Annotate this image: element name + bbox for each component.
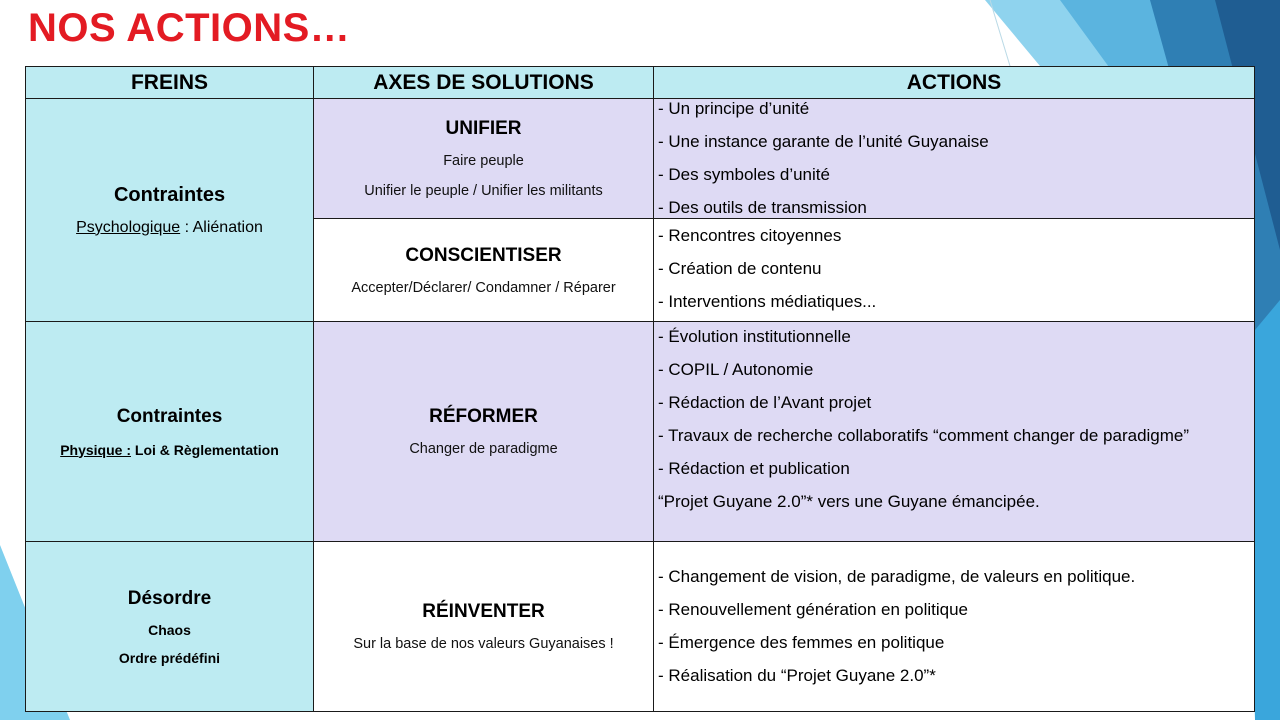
frein-line: Chaos bbox=[148, 621, 191, 638]
axe-title: RÉINVENTER bbox=[422, 601, 545, 622]
action-item: - Des outils de transmission bbox=[658, 198, 867, 217]
frein-subtitle bbox=[32, 219, 307, 237]
action-item: “Projet Guyane 2.0”* vers une Guyane émancipée. bbox=[658, 492, 1040, 511]
action-item: - Renouvellement génération en politique bbox=[658, 600, 968, 619]
axe-cell-reinventer bbox=[314, 542, 654, 712]
frein-title: Désordre bbox=[127, 587, 212, 609]
frein-subtitle-underlined: Psychologique bbox=[76, 218, 181, 236]
frein-subtitle bbox=[32, 442, 307, 458]
actions-cell-reformer bbox=[654, 322, 1255, 542]
action-item: - Rencontres citoyennes bbox=[658, 226, 842, 245]
header-axes-de-solutions: AXES DE SOLUTIONS bbox=[314, 67, 654, 99]
action-item: - Changement de vision, de paradigme, de valeurs en politique. bbox=[658, 567, 1136, 586]
actions-cell-unifier bbox=[654, 99, 1255, 219]
action-item: - COPIL / Autonomie bbox=[658, 360, 814, 379]
action-item: - Création de contenu bbox=[658, 259, 822, 278]
frein-subtitle-rest: Loi & Règlementation bbox=[131, 441, 279, 458]
action-item: - Réalisation du “Projet Guyane 2.0”* bbox=[658, 666, 936, 685]
axe-subtitle: Faire peuple bbox=[443, 153, 524, 169]
frein-title: Contraintes bbox=[113, 183, 226, 206]
axe-title: CONSCIENTISER bbox=[405, 244, 562, 266]
action-item: - Émergence des femmes en politique bbox=[658, 633, 945, 652]
table-row bbox=[26, 542, 1255, 712]
axe-title: RÉFORMER bbox=[429, 406, 538, 427]
actions-cell-conscientiser bbox=[654, 219, 1255, 322]
axe-subtitle: Changer de paradigme bbox=[409, 441, 558, 457]
frein-line: Ordre prédéfini bbox=[118, 649, 221, 666]
action-item: - Interventions médiatiques... bbox=[658, 292, 877, 311]
axe-cell-reformer bbox=[314, 322, 654, 542]
frein-subtitle-rest: : Aliénation bbox=[180, 218, 263, 236]
axe-title: UNIFIER bbox=[445, 118, 522, 139]
header-actions: ACTIONS bbox=[654, 67, 1255, 99]
action-item: - Rédaction et publication bbox=[658, 459, 850, 478]
action-item: - Des symboles d’unité bbox=[658, 165, 830, 184]
actions-cell-reinventer bbox=[654, 542, 1255, 712]
action-item: - Une instance garante de l’unité Guyanaise bbox=[658, 132, 989, 151]
axe-subtitle: Sur la base de nos valeurs Guyanaises ! bbox=[353, 636, 614, 652]
frein-cell-physique bbox=[26, 322, 314, 542]
action-item: - Travaux de recherche collaboratifs “comment changer de paradigme” bbox=[658, 426, 1190, 445]
axe-cell-conscientiser bbox=[314, 219, 654, 322]
header-freins: FREINS bbox=[26, 67, 314, 99]
table-header-row bbox=[26, 67, 1255, 99]
table-row bbox=[26, 99, 1255, 219]
table-row bbox=[26, 322, 1255, 542]
axe-subtitle: Unifier le peuple / Unifier les militants bbox=[364, 183, 603, 199]
actions-table bbox=[25, 66, 1255, 712]
frein-title: Contraintes bbox=[116, 405, 223, 427]
action-item: - Un principe d’unité bbox=[658, 99, 810, 118]
frein-subtitle-underlined: Physique : bbox=[60, 441, 131, 458]
deco-right-bright-band bbox=[1255, 300, 1280, 720]
action-item: - Rédaction de l’Avant projet bbox=[658, 393, 872, 412]
frein-cell-desordre bbox=[26, 542, 314, 712]
axe-subtitle: Accepter/Déclarer/ Condamner / Réparer bbox=[351, 279, 616, 296]
axe-cell-unifier bbox=[314, 99, 654, 219]
frein-cell-psychologique bbox=[26, 99, 314, 322]
action-item: - Évolution institutionnelle bbox=[658, 327, 851, 346]
slide-title: NOS ACTIONS… bbox=[28, 6, 351, 50]
